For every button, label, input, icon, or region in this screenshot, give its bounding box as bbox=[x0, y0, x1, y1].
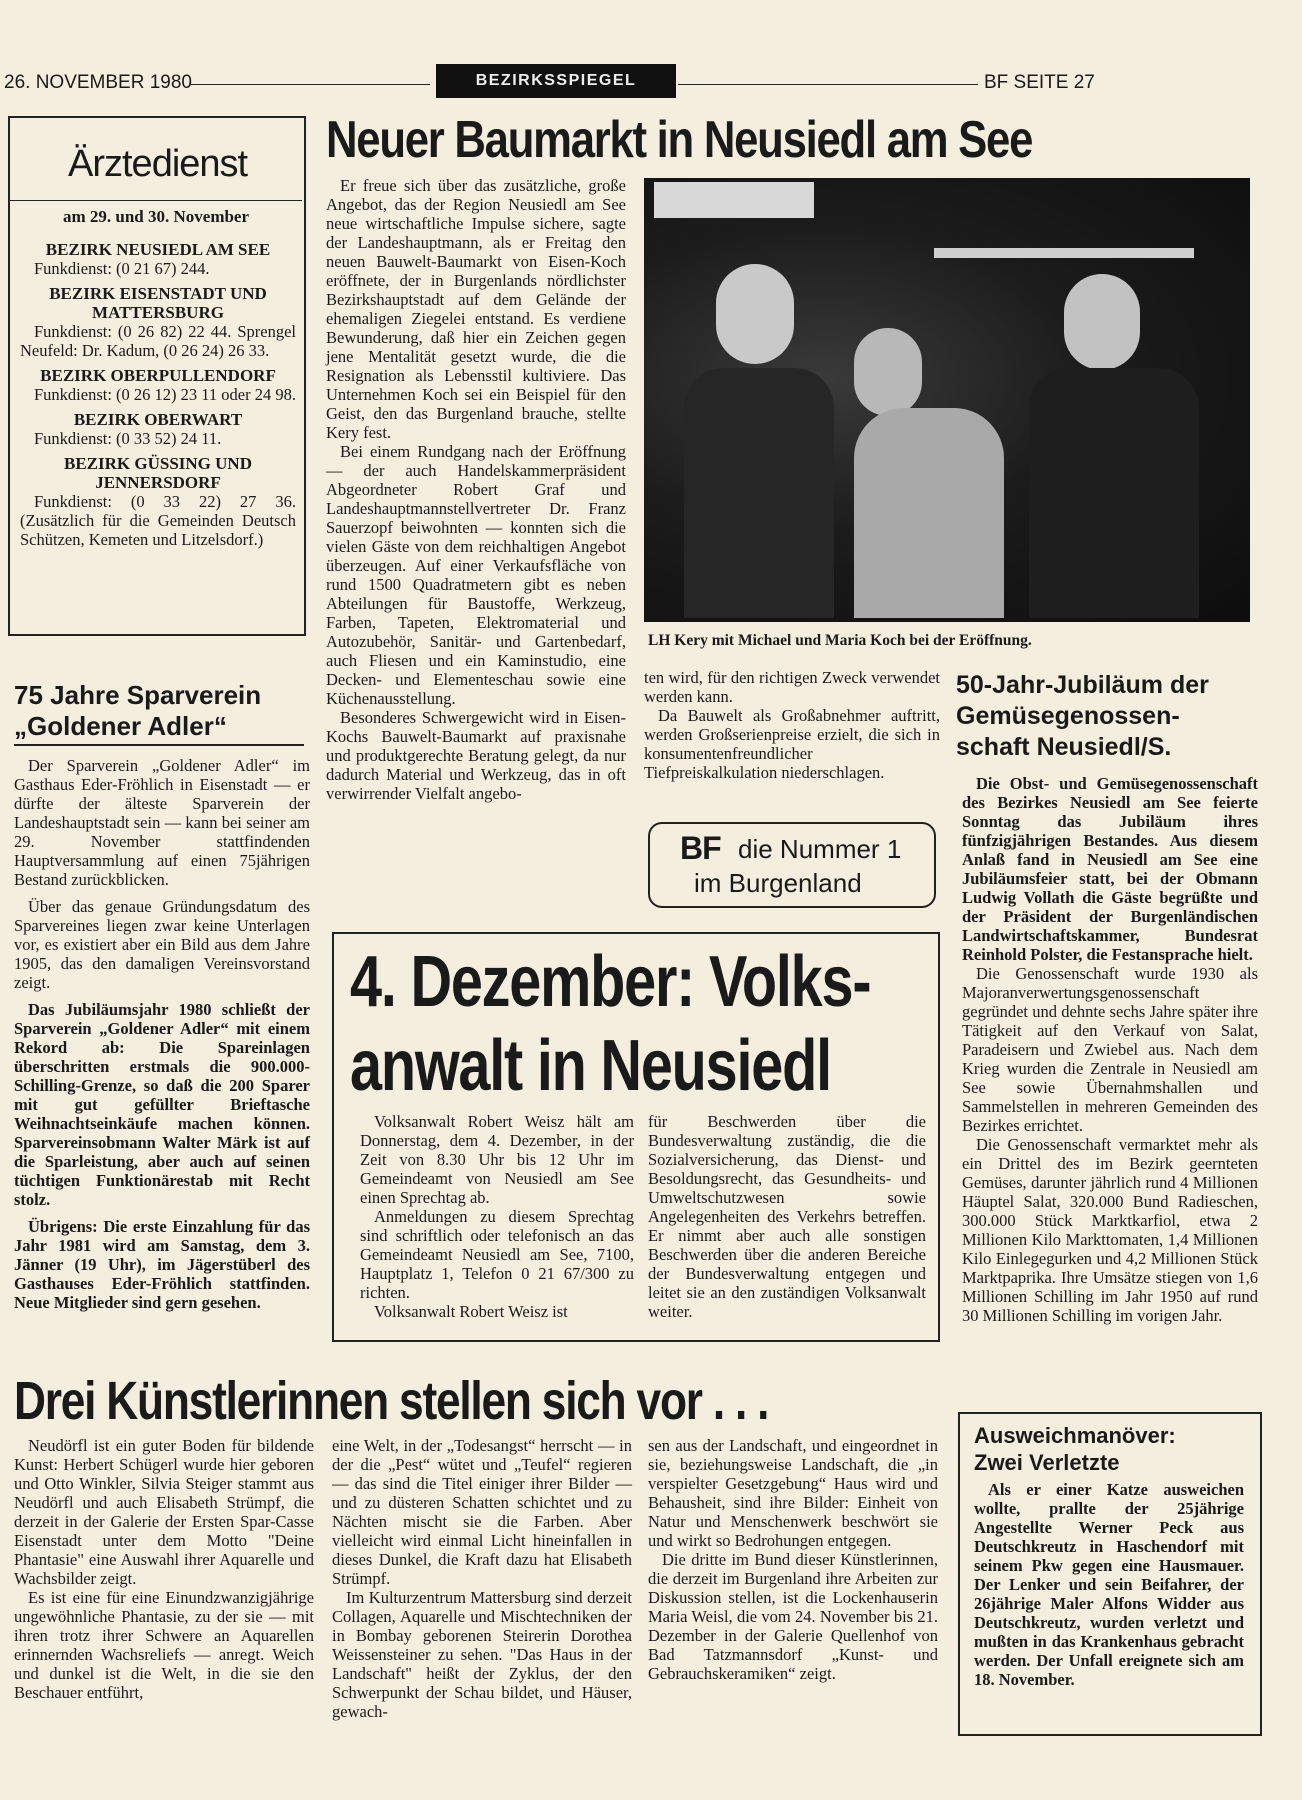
unfall-body bbox=[974, 1480, 1244, 1689]
volksanwalt-headline-line2: anwalt in Neusiedl bbox=[350, 1026, 831, 1106]
district-text: Funkdienst: (0 26 12) 23 11 oder 24 98. bbox=[34, 385, 296, 404]
kuenstler-col2 bbox=[332, 1436, 632, 1721]
paragraph: Bei einem Rundgang nach der Eröffnung — der auch Handelskammerpräsident Abgeordneter Robert Graf und Landeshauptmannstellvertreter Dr. Franz Sauerzopf beiwohnten — konnten sich die vielen Gäste von dem reichhaltigen Angebot überzeugen. Auf einer Verkaufsfläche von rund 1500 Quadratmetern gibt es neben Abteilungen für Baustoffe, Werkzeug, Farben, Tapeten, Elektromaterial und Autozubehör, Sanitär- und Gartenbedarf, auch Fliesen und ein Kaminstudio, eine Decken- und Elementeschau sowie eine Küchenausstellung. bbox=[326, 442, 626, 708]
gemuese-title-line1: 50-Jahr-Jubiläum der bbox=[956, 671, 1209, 699]
paragraph: Volksanwalt Robert Weisz hält am Donnerstag, dem 4. Dezember, in der Zeit von 8.30 Uhr bis 12 Uhr im Gemeindeamt von Neusiedl am See einen Sprechtag ab. bbox=[360, 1112, 634, 1207]
paragraph: Besonderes Schwergewicht wird in Eisen-Kochs Bauwelt-Baumarkt auf praxisnahe und produktgerechte Beratung gelegt, da nur dadurch Material und Werkzeug, das in oft verwirrender Vielfalt angebo- bbox=[326, 708, 626, 803]
aerzte-title: Ärztedienst bbox=[68, 143, 248, 185]
sparverein-title bbox=[14, 680, 304, 742]
sparverein-title-line2: „Goldener Adler“ bbox=[14, 711, 227, 741]
photo-caption: LH Kery mit Michael und Maria Koch bei der Eröffnung. bbox=[648, 632, 1032, 649]
paragraph: eine Welt, in der „Todesangst“ herrscht — in der die „Pest“ wütet und „Teufel“ regieren — das sind die Titel einiger ihrer Bilder — und zu düsteren Schatten schichtet und zu Nächten mischt sie die Farben. Aber vielleicht wird einmal Licht hineinfallen in dieses Dunkel, die Kraft dazu hat Elisabeth Strümpf. bbox=[332, 1436, 632, 1588]
volksanwalt-headline-line1: 4. Dezember: Volks- bbox=[350, 942, 871, 1022]
paragraph: Neudörfl ist ein guter Boden für bildende Kunst: Herbert Schügerl wurde hier geboren und Otto Winkler, Silvia Steiger stammt aus Neudörfl und auch Elisabeth Strümpf, die derzeit in der Galerie der Ersten Spar-Casse Eisenstadt unter dem Motto "Deine Phantasie" eine Auswahl ihrer Aquarelle und Wachsbilder zeigt. bbox=[14, 1436, 314, 1588]
paragraph: Da Bauwelt als Großabnehmer auftritt, werden Großserienpreise erzielt, die sich in konsumentenfreundlicher Tiefpreiskalkulation niederschlagen. bbox=[644, 706, 940, 782]
paragraph: Es ist eine für eine Einundzwanzigjährige ungewöhnliche Phantasie, zu der sie — mit ihren trotz ihrer Schwere an Aquarellen erinnernden Wachsreliefs — anregt. Weich und dunkel ist die Welt, in die sie den Beschauer entführt, bbox=[14, 1588, 314, 1702]
district-text: Funkdienst: (0 21 67) 244. bbox=[34, 259, 210, 278]
sparverein-title-line1: 75 Jahre Sparverein bbox=[14, 680, 262, 710]
man-right bbox=[1029, 368, 1199, 618]
kuenstler-col3 bbox=[648, 1436, 938, 1683]
gemuese-title-line3: schaft Neusiedl/S. bbox=[956, 733, 1172, 761]
bf-logo: BF bbox=[680, 830, 721, 866]
baumarkt-col1 bbox=[326, 176, 626, 803]
district-head: BEZIRK OBERWART bbox=[73, 410, 243, 429]
gemuese-title-line2: Gemüsegenossen- bbox=[956, 702, 1180, 730]
unfall-title-line2: Zwei Verletzte bbox=[974, 1450, 1120, 1475]
aerzte-blocks bbox=[20, 240, 296, 549]
district-head: BEZIRK EISENSTADT UND MATTERSBURG bbox=[49, 284, 267, 322]
paragraph: sen aus der Landschaft, und eingeordnet in sie, beziehungsweise Landschaft, die „in verspielter Gesetzgebung“ Haus wird und Behausheit, sind ihre Bilder: Einheit von Natur und Menschenwerk beschwört sie und wirkt so Bedrohungen entgegen. bbox=[648, 1436, 938, 1550]
district-head: BEZIRK OBERPULLENDORF bbox=[40, 366, 276, 385]
gemuese-title bbox=[956, 670, 1256, 763]
paragraph: Er freue sich über das zusätzliche, große Angebot, das der Region Neusiedl am See neue wirtschaftliche Impulse sichere, sagte der Landeshauptmann, als er Freitag den neuen Bauwelt-Baumarkt von Eisen-Koch eröffnete, der in Burgenlands nördlichster Bezirkshauptstadt auf dem Gelände der ehemaligen Ziegelei entstand. Es verdiene Bewunderung, daß hier ein Zeichen gegen jene Mentalität gesetzt wurde, die die Resignation als Lebensstil kultiviere. Das Unternehmen Koch sei ein Beispiel für den Geist, den das Burgenland brauche, stellte Kery fest. bbox=[326, 176, 626, 442]
paragraph: Die Genossenschaft vermarktet mehr als ein Drittel des im Bezirk geernteten Gemüses, darunter jährlich rund 4 Millionen Häuptel Salat, 320.000 Bund Radieschen, 300.000 Stück Marktkarfiol, etwa 2 Millionen Kilo Markttomaten, 1,4 Millionen Kilo Einlegegurken und 4,2 Millionen Stück Marktpaprika. Ihre Umsätze stiegen von 1,6 Millionen Schilling im Jahr 1950 auf rund 30 Millionen Schilling im vorigen Jahr. bbox=[962, 1135, 1258, 1325]
section-label: BEZIRKSSPIEGEL bbox=[436, 64, 676, 98]
volksanwalt-col1 bbox=[360, 1112, 634, 1321]
district-text: Funkdienst: (0 33 22) 27 36. (Zusätzlich für die Gemeinden Deutsch Schützen, Kemeten und Litzelsdorf.) bbox=[20, 492, 296, 549]
paragraph: Über das genaue Gründungsdatum des Sparvereines liegen zwar keine Unterlagen vor, es existiert aber ein Bild aus dem Jahre 1905, das den damaligen Vereinsvorstand zeigt. bbox=[14, 897, 310, 992]
baumarkt-headline: Neuer Baumarkt in Neusiedl am See bbox=[326, 111, 1033, 169]
man-left bbox=[684, 368, 834, 618]
bf-line1: die Nummer 1 bbox=[738, 834, 902, 864]
paragraph: für Beschwerden über die Bundesverwaltung zuständig, die die Sozialversicherung, das Dienst- und Besoldungsrecht, das Gesundheits- und Umweltschutzwesen sowie Angelegenheiten des Verkehrs betreffen. Er nimmt aber auch alle sonstigen Beschwerden über die anderen Bereiche der Bundesverwaltung entgegen und leitet sie an den zuständigen Volksanwalt weiter. bbox=[648, 1112, 926, 1321]
district-head: BEZIRK GÜSSING UND JENNERSDORF bbox=[64, 454, 252, 492]
volksanwalt-headline bbox=[350, 940, 870, 1108]
paragraph: Die Obst- und Gemüsegenossenschaft des Bezirkes Neusiedl am See feierte Sonntag das Jubiläum ihres fünfzigjährigen Bestandes. Aus diesem Anlaß fand in Neusiedl am See eine Jubiläumsfeier statt, bei der Obmann Ludwig Vollath die Gäste begrüßte und der Präsident der Burgenländischen Landwirtschaftskammer, Bundesrat Reinhold Polster, die Festansprache hielt. bbox=[962, 774, 1258, 964]
paragraph: Übrigens: Die erste Einzahlung für das Jahr 1981 wird am Samstag, dem 3. Jänner (19 Uhr), im Jägerstüberl des Gasthauses Eder-Fröhlich stattfinden. Neue Mitglieder sind gern gesehen. bbox=[14, 1217, 310, 1312]
baumarkt-col2 bbox=[644, 668, 940, 782]
paragraph: ten wird, für den richtigen Zweck verwendet werden kann. bbox=[644, 668, 940, 706]
district-text: Funkdienst: (0 33 52) 24 11. bbox=[34, 429, 222, 448]
bf-line2: im Burgenland bbox=[694, 868, 862, 898]
opening-photo bbox=[644, 178, 1250, 622]
kuenstler-col1 bbox=[14, 1436, 314, 1702]
aerzte-subtitle: am 29. und 30. November bbox=[62, 207, 250, 226]
paragraph: Anmeldungen zu diesem Sprechtag sind schriftlich oder telefonisch an das Gemeindeamt Neusiedl am See, 7100, Hauptplatz 1, Telefon 0 21 67/300 zu richten. bbox=[360, 1207, 634, 1302]
gemuese-body bbox=[962, 774, 1258, 1325]
paragraph: Im Kulturzentrum Mattersburg sind derzeit Collagen, Aquarelle und Mischtechniken der in Bombay geborenen Steirerin Dorothea Weissensteiner zu sehen. "Das Haus in der Landschaft" heißt der Zyklus, der den Schwerpunkt der Schau bildet, und Häuser, gewach- bbox=[332, 1588, 632, 1721]
woman-center bbox=[854, 408, 1004, 618]
paragraph: Die Genossenschaft wurde 1930 als Majoranverwertungsgenossenschaft gegründet und dehnte sechs Jahre später ihre Tätigkeit auf den Verkauf von Salat, Paradeisern und Zwiebel aus. Nach dem Krieg wurden die Zentrale in Neusiedl am See sowie Übernahmshallen und Sammelstellen in mehreren Gemeinden des Bezirkes errichtet. bbox=[962, 964, 1258, 1135]
paragraph: Die dritte im Bund dieser Künstlerinnen, die derzeit im Burgenland ihre Arbeiten zur Diskussion stellen, ist die Lockenhauserin Maria Weisl, die vom 24. November bis 21. Dezember in der Galerie Quellenhof von Bad Tatzmannsdorf „Kunst- und Gebrauchskeramiken“ zeigt. bbox=[648, 1550, 938, 1683]
paragraph: Volksanwalt Robert Weisz ist bbox=[374, 1302, 568, 1321]
sparverein-body bbox=[14, 756, 310, 1312]
unfall-title bbox=[974, 1422, 1176, 1476]
bf-ad bbox=[648, 822, 936, 908]
paragraph: Als er einer Katze ausweichen wollte, prallte der 25jährige Angestellte Werner Peck aus Deutschkreutz in Haschendorf mit seinem Pkw gegen eine Hausmauer. Der Lenker und sein Beifahrer, der 26jährige Maler Alfons Widder aus Deutschkreutz, wurden verletzt und mußten in das Krankenhaus gebracht werden. Der Unfall ereignete sich am 18. November. bbox=[974, 1480, 1244, 1689]
district-text: Funkdienst: (0 26 82) 22 44. Sprengel Neufeld: Dr. Kadum, (0 26 24) 26 33. bbox=[20, 322, 296, 360]
page-number: BF SEITE 27 bbox=[984, 72, 1095, 93]
paragraph: Der Sparverein „Goldener Adler“ im Gasthaus Eder-Fröhlich in Eisenstadt — er dürfte der älteste Sparverein der Landeshauptstadt sein — kann bei seiner am 29. November stattfindenden Hauptversammlung auf einen 75jährigen Bestand zurückblicken. bbox=[14, 756, 310, 889]
header-date: 26. NOVEMBER 1980 bbox=[4, 72, 192, 93]
district-head: BEZIRK NEUSIEDL AM SEE bbox=[45, 240, 271, 259]
volksanwalt-col2 bbox=[648, 1112, 926, 1321]
kuenstler-headline: Drei Künstlerinnen stellen sich vor . . . bbox=[14, 1371, 769, 1431]
paragraph: Das Jubiläumsjahr 1980 schließt der Sparverein „Goldener Adler“ mit einem Rekord ab: Die Spareinlagen überschritten erstmals die 900.000-Schilling-Grenze, so daß die 200 Sparer mit gut gefüllter Brieftasche Weihnachtseinkäufe machen können. Sparvereinsobmann Walter Märk ist auf die Sparleistung, aber auch auf seinen tüchtigen Funktionärestab mit Recht stolz. bbox=[14, 1000, 310, 1209]
unfall-title-line1: Ausweichmanöver: bbox=[974, 1423, 1176, 1448]
